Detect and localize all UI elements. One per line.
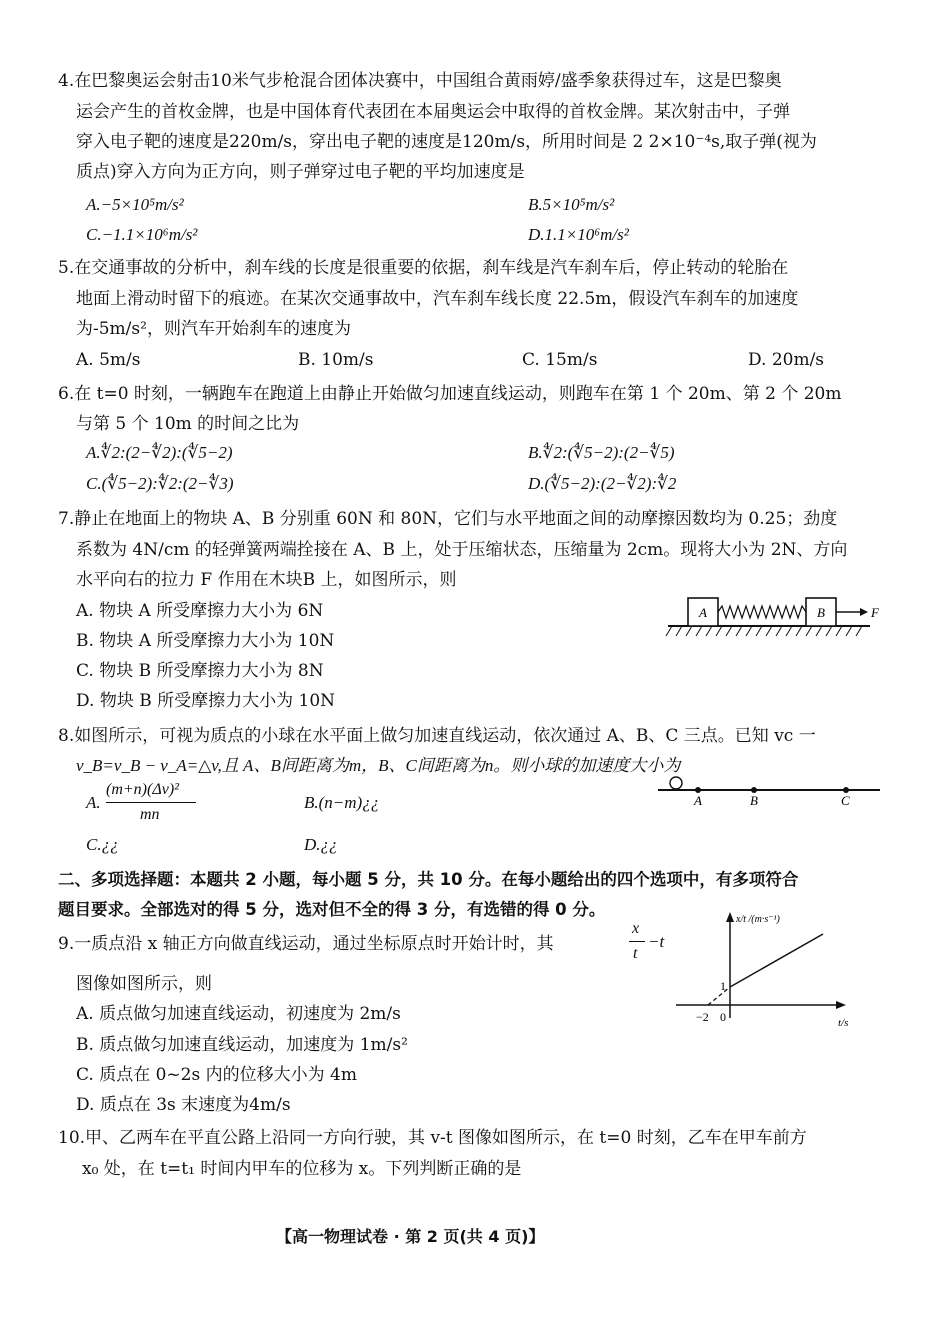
q9-xt-t-graph xyxy=(668,908,858,1038)
q9-stem-line-1: 9.一质点沿 x 轴正方向做直线运动，通过坐标原点时开始计时，其 xyxy=(58,934,554,954)
q5-option-d: D. 20m/s xyxy=(748,350,825,370)
q8-option-d: D.¿¿ xyxy=(304,835,338,854)
q5-option-c: C. 15m/s xyxy=(522,350,598,370)
q4-option-c: C.−1.1×10⁶m/s² xyxy=(86,225,198,244)
section-2-header-line-1: 二、多项选择题：本题共 2 小题，每小题 5 分，共 10 分。在每小题给出的四个选项中，有多项符合 xyxy=(58,870,799,889)
q4-option-d: D.1.1×10⁶m/s² xyxy=(528,225,629,244)
q9-fraction-tail: −t xyxy=(648,932,665,951)
q9-stem-line-2: 图像如图所示，则 xyxy=(76,974,212,994)
q7-stem-line-2: 系数为 4N/cm 的轻弹簧两端拴接在 A、B 上，处于压缩状态，压缩量为 2cm。现将大小为 2N、方向 xyxy=(76,540,848,560)
q8-stem-line-1: 8.如图所示，可视为质点的小球在水平面上做匀加速直线运动，依次通过 A、B、C 三点。已知 vc 一 xyxy=(58,726,816,746)
q8-stem-line-2: v_B=v_B − v_A=△v,且 A、B间距离为m，B、C间距离为n。则小球的加速度大小为 xyxy=(76,756,681,775)
q9-option-c: C. 质点在 0~2s 内的位移大小为 4m xyxy=(76,1065,357,1085)
block-a-label: A xyxy=(699,605,707,620)
q9-option-d: D. 质点在 3s 末速度为4m/s xyxy=(76,1095,291,1115)
block-b-label: B xyxy=(817,605,825,620)
point-a-label: A xyxy=(694,793,702,808)
x-axis-arrowhead xyxy=(836,1001,846,1009)
force-label: F xyxy=(871,605,879,620)
q8-option-a-fraction-bar xyxy=(106,802,196,803)
q4-stem-line-4: 质点)穿入方向为正方向，则子弹穿过电子靶的平均加速度是 xyxy=(76,162,525,182)
x-intercept-tick: −2 xyxy=(696,1010,709,1024)
q5-stem-line-3: 为-5m/s²，则汽车开始刹车的速度为 xyxy=(76,319,351,339)
q7-option-d: D. 物块 B 所受摩擦力大小为 10N xyxy=(76,691,336,711)
q9-fraction-numerator: x xyxy=(632,920,640,937)
graph-line xyxy=(730,934,823,987)
q6-option-b: B.∜2:(∜5−2):(2−∜5) xyxy=(528,443,675,462)
q6-stem-line-2: 与第 5 个 10m 的时间之比为 xyxy=(76,414,300,434)
q5-stem-line-1: 5.在交通事故的分析中，刹车线的长度是很重要的依据，刹车线是汽车刹车后，停止转动的轮胎在 xyxy=(58,258,789,278)
q7-option-c: C. 物块 B 所受摩擦力大小为 8N xyxy=(76,661,324,681)
q6-option-c: C.(∜5−2):∜2:(2−∜3) xyxy=(86,474,234,493)
q9-fraction-bar xyxy=(629,941,645,942)
page-footer: 【高一物理试卷 · 第 2 页(共 4 页)】 xyxy=(276,1227,545,1246)
y-intercept-tick: 1 xyxy=(720,979,726,993)
q8-option-b: B.(n−m)¿¿ xyxy=(304,793,380,812)
q8-option-a-prefix: A. xyxy=(86,793,101,812)
q9-fraction-denominator: t xyxy=(633,945,638,962)
q8-option-a-denominator: mn xyxy=(140,806,160,823)
point-b-label: B xyxy=(750,793,758,808)
q10-stem-line-1: 10.甲、乙两车在平直公路上沿同一方向行驶，其 v-t 图像如图所示，在 t=0 时刻，乙车在甲车前方 xyxy=(58,1128,807,1148)
q4-option-a: A.−5×10⁵m/s² xyxy=(86,195,184,214)
q4-stem-line-3: 穿入电子靶的速度是220m/s，穿出电子靶的速度是120m/s，所用时间是 2 2×10⁻⁴s,取子弹(视为 xyxy=(76,132,817,152)
ball xyxy=(670,777,682,789)
q7-stem-line-3: 水平向右的拉力 F 作用在木块B 上，如图所示，则 xyxy=(76,570,457,590)
q4-option-b: B.5×10⁵m/s² xyxy=(528,195,615,214)
q6-option-a: A.∜2:(2−∜2):(∜5−2) xyxy=(86,443,233,462)
q7-spring-block-figure xyxy=(660,590,890,644)
force-arrowhead xyxy=(860,608,868,616)
q6-stem-line-1: 6.在 t=0 时刻，一辆跑车在跑道上由静止开始做匀加速直线运动，则跑车在第 1 个 20m、第 2 个 20m xyxy=(58,384,842,404)
q4-stem-line-2: 运会产生的首枚金牌，也是中国体育代表团在本届奥运会中取得的首枚金牌。某次射击中，子弹 xyxy=(76,102,790,122)
q4-stem-line-1: 4.在巴黎奥运会射击10米气步枪混合团体决赛中，中国组合黄雨婷/盛季象获得过车，这是巴黎奥 xyxy=(58,71,782,91)
q8-option-c: C.¿¿ xyxy=(86,835,119,854)
extrapolated-dashed-line xyxy=(708,987,730,1005)
q8-option-a-numerator: (m+n)(Δv)² xyxy=(106,781,179,798)
q9-option-a: A. 质点做匀加速直线运动，初速度为 2m/s xyxy=(76,1004,401,1024)
q8-ball-track-figure xyxy=(650,772,884,812)
q7-stem-line-1: 7.静止在地面上的物块 A、B 分别重 60N 和 80N，它们与水平地面之间的动摩擦因数均为 0.25；劲度 xyxy=(58,509,838,529)
q5-option-b: B. 10m/s xyxy=(298,350,374,370)
ground-hatching xyxy=(666,626,862,636)
q5-stem-line-2: 地面上滑动时留下的痕迹。在某次交通事故中，汽车刹车线长度 22.5m，假设汽车刹车的加速度 xyxy=(76,289,799,309)
origin-tick: 0 xyxy=(720,1010,726,1024)
spring xyxy=(718,606,806,618)
y-axis-label: x/t /(m·s⁻¹) xyxy=(736,914,780,925)
q7-option-b: B. 物块 A 所受摩擦力大小为 10N xyxy=(76,631,335,651)
q9-option-b: B. 质点做匀加速直线运动，加速度为 1m/s² xyxy=(76,1035,408,1055)
x-axis-label: t/s xyxy=(838,1017,849,1029)
y-axis-arrowhead xyxy=(726,912,734,922)
q6-option-d: D.(∜5−2):(2−∜2):∜2 xyxy=(528,474,677,493)
q10-stem-line-2: x₀ 处，在 t=t₁ 时间内甲车的位移为 x。下列判断正确的是 xyxy=(82,1159,522,1179)
q7-option-a: A. 物块 A 所受摩擦力大小为 6N xyxy=(76,601,324,621)
q5-option-a: A. 5m/s xyxy=(76,350,141,370)
point-c-label: C xyxy=(841,793,850,808)
section-2-header-line-2: 题目要求。全部选对的得 5 分，选对但不全的得 3 分，有选错的得 0 分。 xyxy=(58,900,606,919)
